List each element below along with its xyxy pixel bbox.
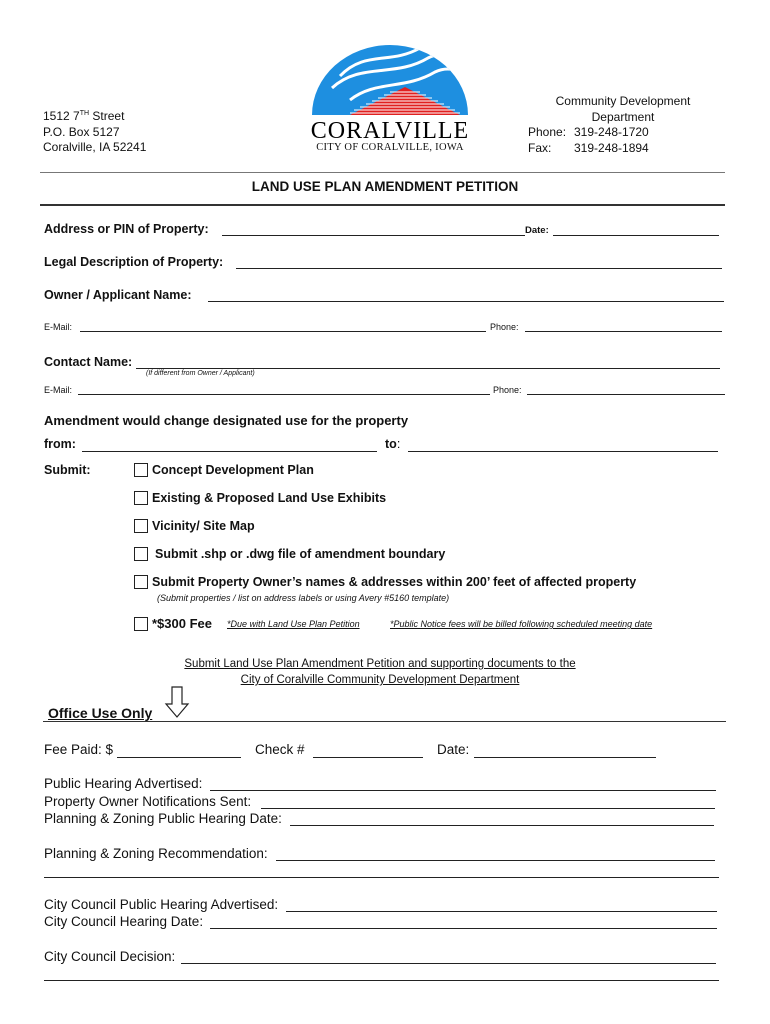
cc-decision-label: City Council Decision: [44,949,176,964]
owner-notifications-label: Property Owner Notifications Sent: [44,794,252,809]
office-divider [43,721,726,722]
cc-hearing-date-field[interactable] [210,928,717,929]
owner-name-field[interactable] [208,301,724,302]
contact-name-field[interactable] [136,368,720,369]
checkbox[interactable] [134,617,148,631]
submit-item-shp-dwg[interactable]: Submit .shp or .dwg file of amendment boundary [134,547,445,561]
fee-due-note: *Due with Land Use Plan Petition [227,619,360,629]
office-date-label: Date: [437,742,470,757]
amendment-heading: Amendment would change designated use for the property [44,413,409,428]
email-label: E-Mail: [44,322,73,332]
cc-decision-field-line2[interactable] [44,980,719,981]
owner-notifications-field[interactable] [261,808,715,809]
checkbox[interactable] [134,463,148,477]
logo-subtitle: CITY OF CORALVILLE, IOWA [316,142,464,153]
pz-recommendation-field-line2[interactable] [44,877,719,878]
to-label: to: [385,437,401,451]
instructions-line2: City of Coralville Community Development Department [240,674,520,686]
owner-name-label: Owner / Applicant Name: [44,288,192,302]
pz-hearing-date-label: Planning & Zoning Public Hearing Date: [44,811,282,826]
city-address: 1512 7TH Street P.O. Box 5127 Coralville, IA 52241 [43,109,147,154]
checkbox[interactable] [134,491,148,505]
owner-list-note: (Submit properties / list on address labels or using Avery #5160 template) [157,593,450,603]
instructions-line1: Submit Land Use Plan Amendment Petition and supporting documents to the [184,658,576,670]
hearing-advertised-label: Public Hearing Advertised: [44,776,203,791]
legal-description-label: Legal Description of Property: [44,255,224,269]
logo-name: CORALVILLE [310,118,470,144]
date-field[interactable] [553,235,719,236]
phone-label: Phone: [490,322,519,332]
submit-item-land-use-exhibits[interactable]: Existing & Proposed Land Use Exhibits [134,491,386,505]
logo-graphic [310,40,470,120]
checkbox[interactable] [134,547,148,561]
from-field[interactable] [82,451,377,452]
address-pin-field[interactable] [222,235,525,236]
submit-item-vicinity-map[interactable]: Vicinity/ Site Map [134,519,255,533]
contact-note: (If different from Owner / Applicant) [146,370,255,377]
submit-item-concept-plan[interactable]: Concept Development Plan [134,463,314,477]
pz-recommendation-field[interactable] [276,860,715,861]
office-use-title: Office Use Only [48,705,153,721]
cc-decision-field[interactable] [181,963,716,964]
address-pin-label: Address or PIN of Property: [44,222,209,236]
title-divider [40,204,725,206]
date-label: Date: [525,225,549,236]
coralville-logo [310,40,470,160]
pz-hearing-date-field[interactable] [290,825,714,826]
cc-hearing-advertised-label: City Council Public Hearing Advertised: [44,897,279,912]
fee-paid-field[interactable] [117,757,241,758]
cc-hearing-date-label: City Council Hearing Date: [44,914,204,929]
fee-paid-label: Fee Paid: $ [44,742,114,757]
checkbox[interactable] [134,575,148,589]
office-date-field[interactable] [474,757,656,758]
cc-hearing-advertised-field[interactable] [286,911,717,912]
form-title: LAND USE PLAN AMENDMENT PETITION [251,179,519,194]
hearing-advertised-field[interactable] [210,790,716,791]
fee-billing-note: *Public Notice fees will be billed following scheduled meeting date [390,619,653,629]
submit-label: Submit: [44,463,91,477]
contact-phone-field[interactable] [527,394,725,395]
contact-name-label: Contact Name: [44,355,133,369]
department-contact: Community Development Department Phone: 319-248-1720 Fax: 319-248-1894 [528,94,691,155]
down-arrow-icon [164,686,190,718]
checkbox[interactable] [134,519,148,533]
to-field[interactable] [408,451,718,452]
email-field[interactable] [80,331,486,332]
check-number-label: Check # [255,742,305,757]
contact-email-field[interactable] [78,394,490,395]
contact-phone-label: Phone: [493,385,522,395]
fee-item[interactable]: *$300 Fee [134,616,212,631]
phone-field[interactable] [525,331,722,332]
from-label: from: [44,437,76,451]
header-divider [40,172,725,173]
legal-description-field[interactable] [236,268,722,269]
check-number-field[interactable] [313,757,423,758]
contact-email-label: E-Mail: [44,385,73,395]
pz-recommendation-label: Planning & Zoning Recommendation: [44,846,268,861]
submit-item-owner-list[interactable]: Submit Property Owner’s names & addresses within 200’ feet of affected property [134,575,636,589]
